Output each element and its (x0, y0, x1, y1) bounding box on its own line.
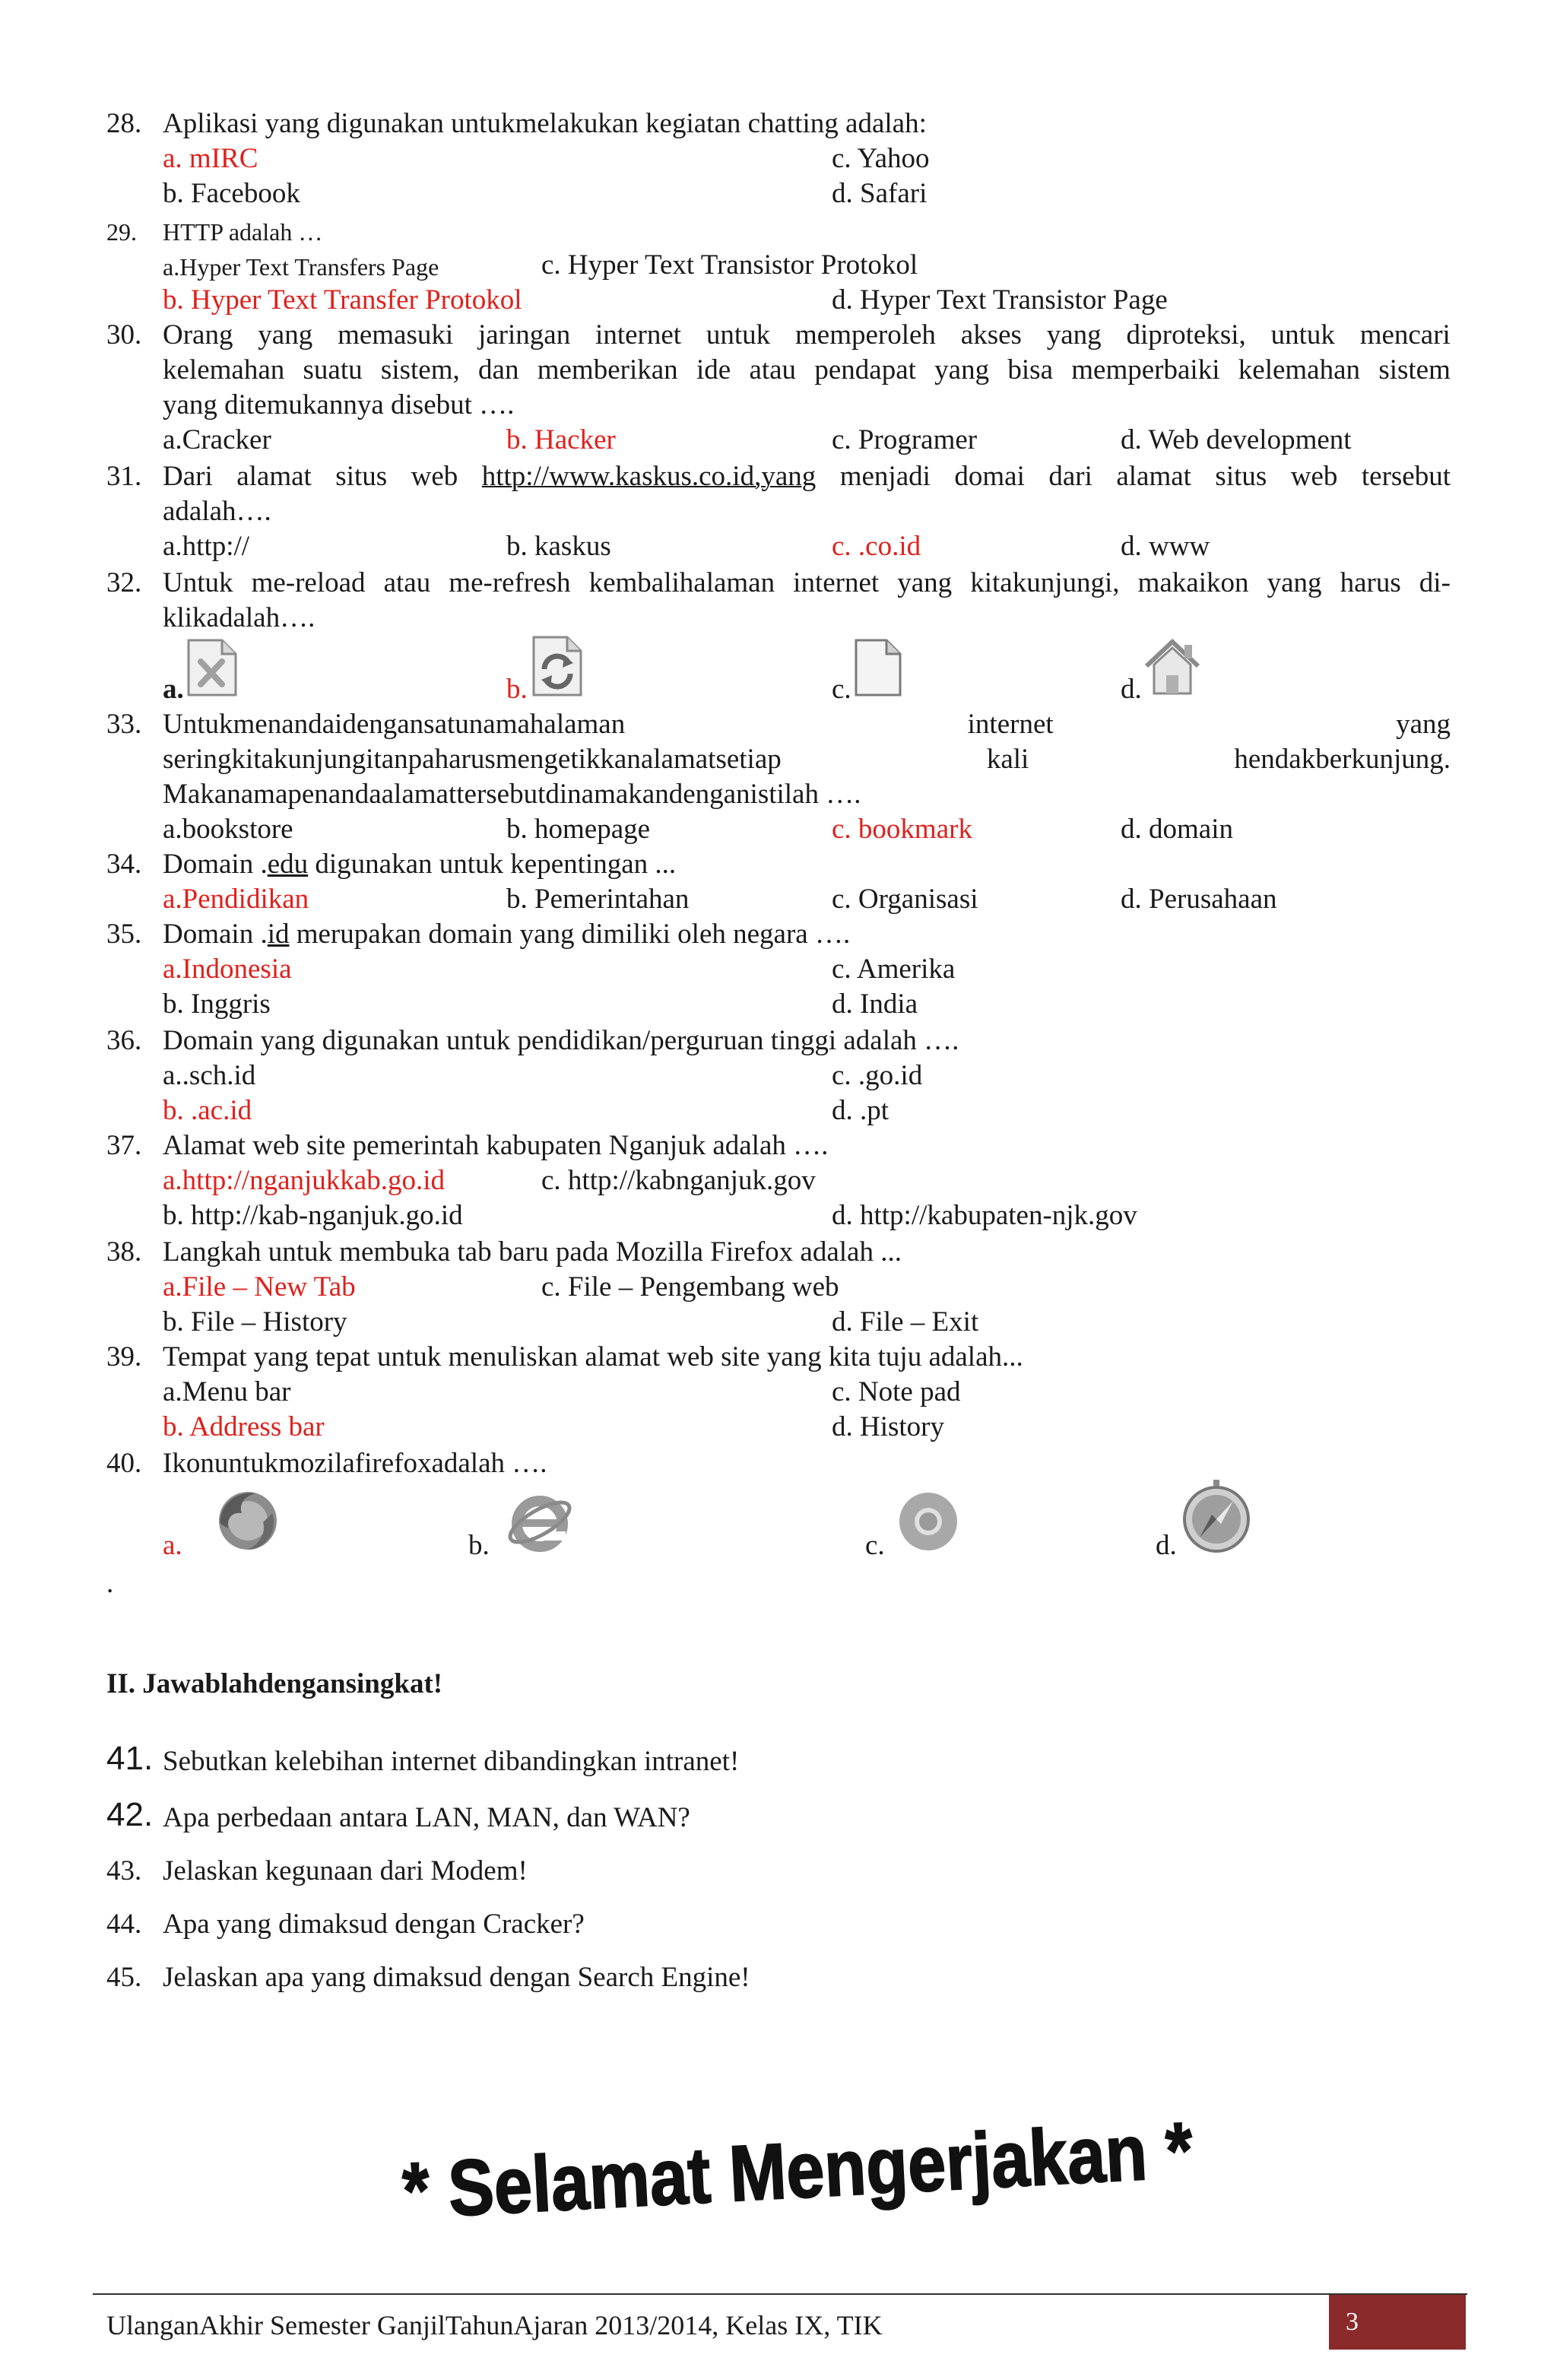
page-number: 3 (1346, 2308, 1359, 2336)
text-part: Domain . (163, 849, 268, 880)
word: harus (1340, 567, 1401, 598)
option-d: d. Perusahaan (1121, 884, 1277, 915)
question-text-line-3: yang ditemukannya disebut …. (163, 389, 515, 420)
word: situs (1215, 461, 1267, 492)
text-part: Domain . (163, 919, 268, 950)
word: kali (986, 744, 1029, 775)
question-text: Langkah untuk membuka tab baru pada Mozilla Firefox adalah ... (163, 1236, 902, 1268)
word: jaringan (477, 319, 571, 351)
word: yang (934, 354, 990, 386)
word: dan (478, 354, 519, 386)
underlined-text: edu (267, 849, 309, 880)
option-c: c. (832, 674, 851, 705)
option-a: a.Pendidikan (163, 884, 309, 915)
word: pendapat (814, 354, 916, 386)
word: internet (967, 709, 1054, 740)
item-number: 44. (106, 1909, 142, 1940)
word: domai (954, 461, 1025, 492)
word: memasuki (338, 319, 454, 351)
item-text: Apa yang dimaksud dengan Cracker? (163, 1909, 585, 1940)
question-number: 35. (106, 919, 142, 950)
word: me-reload (251, 567, 366, 598)
option-a: a.Menu bar (163, 1376, 291, 1407)
question-text: HTTP adalah … (163, 218, 323, 246)
option-b: b. Address bar (163, 1411, 325, 1442)
option-d: d. (1156, 1530, 1177, 1561)
question-number: 29. (106, 218, 137, 246)
word: memperoleh (795, 319, 936, 351)
word: tersebut (1361, 461, 1451, 492)
option-a: a.Indonesia (163, 954, 292, 985)
word: mencari (1359, 319, 1451, 351)
question-number: 34. (106, 849, 142, 880)
question-number: 40. (106, 1448, 142, 1479)
option-a: a.http:// (163, 531, 250, 562)
option-a: a.bookstore (163, 814, 293, 845)
option-b: b. Inggris (163, 988, 271, 1020)
word: untuk (706, 319, 771, 351)
option-c: c. .go.id (832, 1060, 923, 1091)
option-c: c. Note pad (832, 1376, 961, 1407)
question-text: Tempat yang tepat untuk menuliskan alamat web site yang kita tuju adalah... (163, 1341, 1023, 1372)
home-icon (1140, 634, 1204, 698)
word: memperbaiki (1071, 354, 1220, 386)
option-b: b. Pemerintahan (506, 884, 690, 915)
question-text-line-2: adalah…. (163, 496, 271, 527)
closing-wordart (380, 2099, 1318, 2243)
question-text-line-2: klikadalah…. (163, 602, 316, 633)
word: alamat (1116, 461, 1191, 492)
word: seringkitakunjungitanpaharusmengetikkanalamatsetiap (163, 744, 782, 775)
option-a: a.File – New Tab (163, 1271, 356, 1303)
word: kelemahan (163, 354, 285, 386)
internet-explorer-icon (505, 1487, 575, 1556)
refresh-icon (528, 634, 585, 698)
question-number: 37. (106, 1130, 142, 1161)
option-b: b. Hacker (506, 424, 616, 455)
safari-icon (1180, 1478, 1253, 1554)
item-text: Jelaskan kegunaan dari Modem! (163, 1855, 528, 1887)
footer-rule (93, 2293, 1467, 2295)
word: diproteksi, (1126, 319, 1246, 351)
word: web (411, 461, 458, 492)
option-c: c. Yahoo (832, 143, 930, 174)
text-part: merupakan domain yang dimiliki oleh negara …. (289, 919, 851, 950)
question-number: 30. (106, 319, 142, 351)
stray-dot: . (106, 1568, 114, 1599)
option-b: b. (468, 1530, 490, 1561)
option-c: c. Amerika (832, 954, 956, 985)
option-c: c. Hyper Text Transistor Protokol (541, 249, 918, 281)
word: kitakunjungi, (970, 567, 1120, 598)
page-number-box (1329, 2295, 1466, 2350)
word: internet (595, 319, 682, 351)
word: alamat (236, 461, 312, 492)
word: untuk (1270, 319, 1335, 351)
option-d: d. (1121, 674, 1142, 705)
question-text-line-1 (163, 707, 1451, 742)
question-text: Alamat web site pemerintah kabupaten Nganjuk adalah …. (163, 1130, 829, 1161)
option-a: a.http://nganjukkab.go.id (163, 1165, 445, 1196)
word: bisa (1007, 354, 1053, 386)
option-a: a.Cracker (163, 424, 271, 455)
question-number: 33. (106, 709, 142, 740)
word: yang (1267, 567, 1322, 598)
question-number: 32. (106, 567, 142, 598)
word: sistem (1378, 354, 1451, 386)
underlined-text: id (267, 919, 290, 950)
item-number: 45. (106, 1962, 142, 1993)
question-text (163, 847, 676, 882)
option-a: a. (163, 674, 184, 705)
option-d: d. domain (1121, 814, 1233, 845)
item-number: 41. (106, 1740, 154, 1777)
word: web (1290, 461, 1338, 492)
word: kembalihalaman (588, 567, 775, 598)
word: kelemahan (1238, 354, 1361, 386)
word: atau (749, 354, 797, 386)
word: situs (335, 461, 388, 492)
option-c: c. Programer (832, 424, 978, 455)
url-link[interactable]: http://www.kaskus.co.id,yang (481, 461, 817, 492)
question-text: Domain yang digunakan untuk pendidikan/perguruan tinggi adalah …. (163, 1025, 959, 1056)
option-c: c. (865, 1530, 885, 1561)
question-number: 36. (106, 1025, 142, 1056)
option-d: d. www (1121, 531, 1210, 562)
closing-text: * Selamat Mengerjakan * (400, 2099, 1318, 2236)
chrome-icon (897, 1490, 959, 1553)
footer-text: UlanganAkhir Semester GanjilTahunAjaran 2013/2014, Kelas IX, TIK (106, 2310, 883, 2340)
option-d: d. File – Exit (832, 1306, 979, 1338)
question-text-line-1 (163, 566, 1451, 601)
question-number: 31. (106, 461, 142, 492)
option-d: d. India (832, 988, 918, 1020)
word: Untukmenandaidengansatunamahalaman (163, 709, 626, 740)
option-b: b. homepage (506, 814, 651, 845)
option-d: d. Safari (832, 178, 928, 209)
word: yang (1396, 709, 1451, 740)
question-number: 38. (106, 1236, 142, 1268)
word: ide (696, 354, 731, 386)
option-a: a. (163, 1530, 182, 1561)
word: Dari (163, 461, 213, 492)
option-c: c. Organisasi (832, 884, 978, 915)
word: atau (383, 567, 431, 598)
question-text (163, 917, 850, 952)
option-b: b. http://kab-nganjuk.go.id (163, 1200, 463, 1231)
word: yang (258, 319, 313, 351)
question-text-line-3: Makanamapenandaalamattersebutdinamakandenganistilah …. (163, 779, 861, 810)
option-a: a. mIRC (163, 143, 258, 174)
option-a: a..sch.id (163, 1060, 256, 1091)
word: memberikan (537, 354, 678, 386)
question-text: Aplikasi yang digunakan untukmelakukan kegiatan chatting adalah: (163, 108, 927, 139)
word: me-refresh (449, 567, 571, 598)
option-d: d. .pt (832, 1095, 889, 1126)
question-text-line-1 (163, 318, 1451, 353)
option-b: b. kaskus (506, 531, 611, 562)
word: suatu (303, 354, 363, 386)
option-b: b. Facebook (163, 178, 300, 209)
item-text: Sebutkan kelebihan internet dibandingkan intranet! (163, 1746, 740, 1777)
option-b: b. .ac.id (163, 1095, 252, 1126)
stop-icon (182, 637, 240, 698)
question-text: Ikonuntukmozilafirefoxadalah …. (163, 1448, 547, 1479)
item-number: 43. (106, 1855, 142, 1887)
section-heading: II. Jawablahdengansingkat! (106, 1668, 443, 1699)
question-number: 28. (106, 108, 142, 139)
option-b: b. (506, 674, 528, 705)
option-b: b. File – History (163, 1306, 347, 1338)
blank-page-icon (850, 637, 905, 698)
firefox-icon (205, 1483, 289, 1556)
word: internet (793, 567, 880, 598)
word: yang (1046, 319, 1102, 351)
question-text-line-1 (163, 459, 1451, 494)
option-d: d. History (832, 1411, 944, 1442)
option-c: c. .co.id (832, 531, 921, 562)
word: makaikon (1137, 567, 1249, 598)
item-text: Apa perbedaan antara LAN, MAN, dan WAN? (163, 1802, 690, 1833)
word: hendakberkunjung. (1234, 744, 1451, 775)
question-text-line-2 (163, 742, 1451, 777)
word: akses (960, 319, 1022, 351)
word: menjadi (839, 461, 931, 492)
option-c: c. File – Pengembang web (541, 1271, 839, 1303)
word: Orang (163, 319, 233, 351)
word: Untuk (163, 567, 233, 598)
question-text-line-2 (163, 353, 1451, 388)
item-text: Jelaskan apa yang dimaksud dengan Search Engine! (163, 1962, 750, 1993)
word: di- (1419, 567, 1451, 598)
option-d: d. Web development (1121, 424, 1352, 455)
question-number: 39. (106, 1341, 142, 1372)
word: sistem, (380, 354, 460, 386)
text-part: digunakan untuk kepentingan ... (308, 849, 677, 880)
option-d: d. http://kabupaten-njk.gov (832, 1200, 1137, 1231)
option-d: d. Hyper Text Transistor Page (832, 284, 1168, 316)
option-c: c. http://kabnganjuk.gov (541, 1165, 816, 1196)
item-number: 42. (106, 1796, 154, 1833)
word: dari (1048, 461, 1092, 492)
option-c: c. bookmark (832, 814, 972, 845)
option-a: a.Hyper Text Transfers Page (163, 253, 439, 281)
option-b: b. Hyper Text Transfer Protokol (163, 284, 522, 316)
word: yang (897, 567, 953, 598)
